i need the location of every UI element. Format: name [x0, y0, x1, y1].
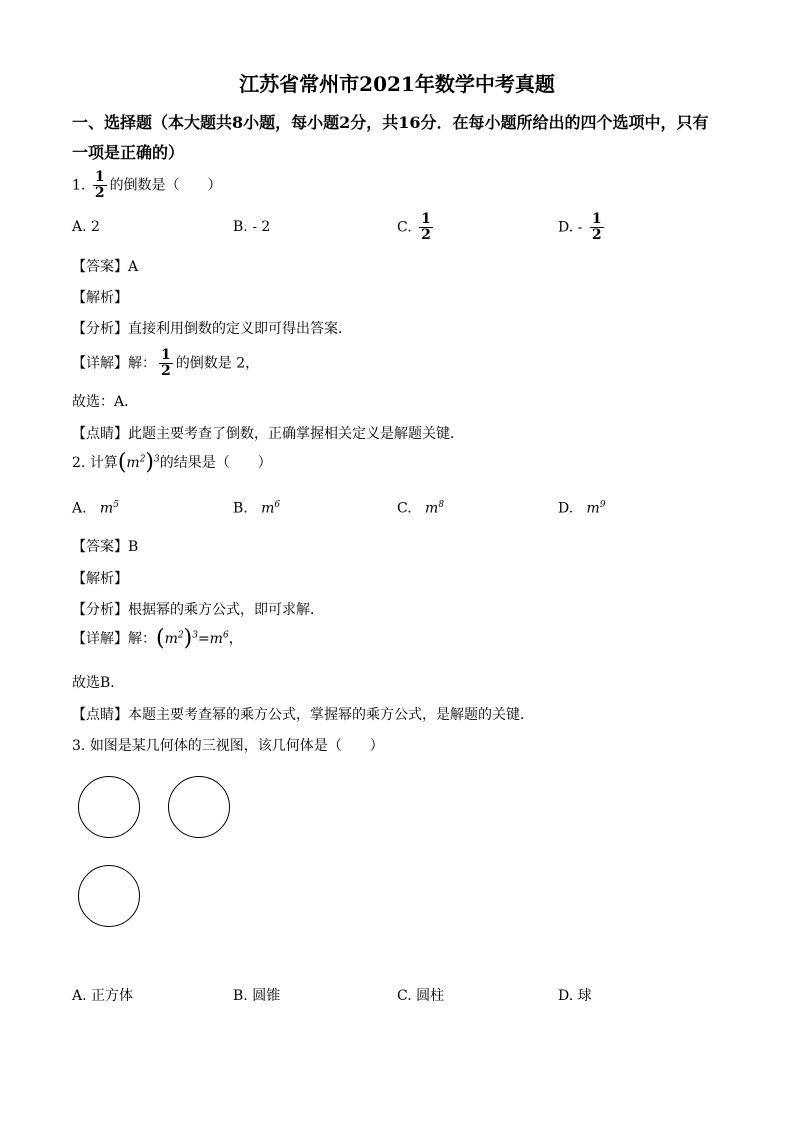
question-1-stem: 1. $\frac{1}{2}$ 的倒数是（ ） [72, 169, 222, 201]
q1-option-b[interactable]: B. - 2 [233, 219, 271, 235]
q1-xiangjie: 【详解】解： $\frac{1}{2}$ 的倒数是 2， [72, 347, 260, 379]
fraction-one-half: $\frac{1}{2}$ [421, 211, 431, 243]
q1-option-a[interactable]: A. 2 [72, 219, 100, 235]
page-title: 江苏省常州市2021年数学中考真题 [239, 72, 555, 96]
q1-option-c[interactable]: C. $\frac{1}{2}$ [397, 211, 431, 243]
q2-choose: 故选B． [72, 675, 125, 691]
top-view-circle [78, 865, 140, 927]
section-heading-line2: 一项是正确的） [72, 143, 185, 162]
fraction-one-half: $\frac{1}{2}$ [94, 169, 105, 201]
q1-dianjing: 【点睛】此题主要考查了倒数，正确掌握相关定义是解题关键． [72, 426, 464, 442]
front-view-circle [78, 776, 140, 838]
q1-choose: 故选：A． [72, 394, 139, 410]
q2-dianjing: 【点睛】本题主要考查幂的乘方公式，掌握幂的乘方公式，是解题的关键． [72, 707, 534, 723]
q1-analysis-label: 【解析】 [72, 290, 128, 306]
q3-option-d[interactable]: D. 球 [558, 988, 592, 1004]
q3-option-c[interactable]: C. 圆柱 [397, 988, 445, 1004]
q2-xiangjie: 【详解】解：$(m^2)^3=m^6$， [72, 626, 243, 651]
q2-fenxi: 【分析】根据幂的乘方公式，即可求解． [72, 602, 324, 618]
question-2-stem: 2. 计算$(m^2)^3$的结果是（ ） [72, 450, 272, 475]
q2-option-b[interactable]: B. $m^6$ [233, 500, 281, 517]
q1-option-d[interactable]: D. - $\frac{1}{2}$ [558, 211, 602, 243]
fraction-one-half: $\frac{1}{2}$ [161, 347, 171, 379]
q1-answer: 【答案】A [72, 259, 139, 275]
q2-option-c[interactable]: C. $m^8$ [397, 500, 445, 517]
q1-fenxi: 【分析】直接利用倒数的定义即可得出答案． [72, 321, 352, 337]
q2-option-d[interactable]: D. $m^9$ [558, 500, 606, 517]
q2-answer: 【答案】B [72, 539, 139, 555]
question-3-stem: 3. 如图是某几何体的三视图，该几何体是（ ） [72, 738, 384, 754]
q3-option-a[interactable]: A. 正方体 [72, 988, 134, 1004]
q2-option-a[interactable]: A. $m^5$ [72, 500, 119, 517]
fraction-one-half: $\frac{1}{2}$ [591, 211, 602, 243]
side-view-circle [168, 776, 230, 838]
q2-analysis-label: 【解析】 [72, 571, 128, 587]
section-heading-line1: 一、选择题（本大题共8小题，每小题2分，共16分．在每小题所给出的四个选项中，只有 [72, 113, 709, 132]
q3-option-b[interactable]: B. 圆锥 [233, 988, 281, 1004]
